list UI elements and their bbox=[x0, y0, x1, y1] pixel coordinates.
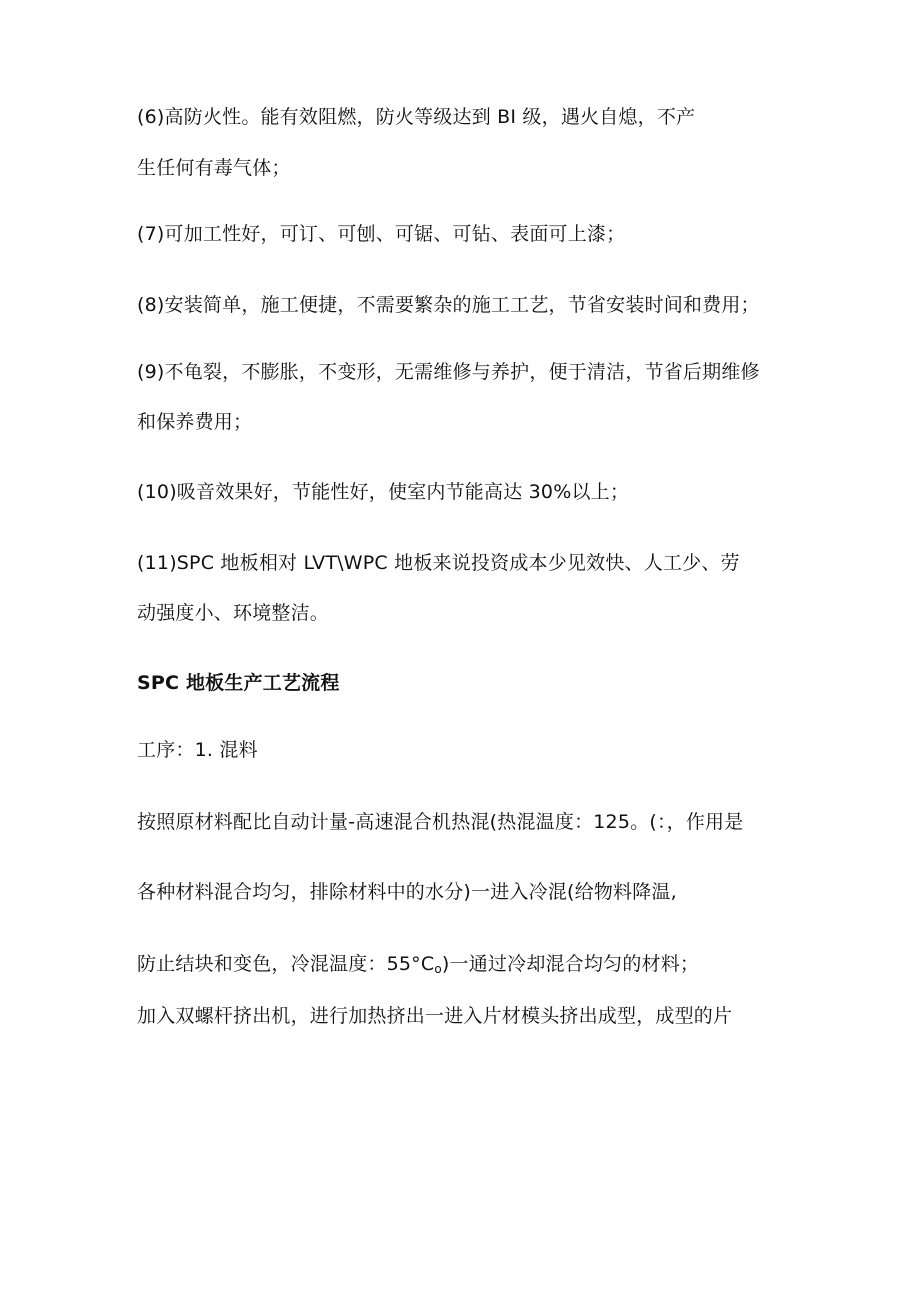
process-line-1: 按照原材料配比自动计量-高速混合机热混(热混温度：125。(：，作用是 bbox=[137, 811, 744, 833]
subscript-o: o bbox=[434, 962, 442, 976]
section-heading: SPC 地板生产工艺流程 bbox=[137, 672, 340, 694]
process-line-4: 加入双螺杆挤出机，进行加热挤出一进入片材模头挤出成型，成型的片 bbox=[137, 1005, 733, 1027]
paragraph-line-9b: 和保养费用； bbox=[137, 411, 253, 433]
paragraph-line-6b: 生任何有毒气体； bbox=[137, 157, 291, 179]
paragraph-line-11b: 动强度小、环境整洁。 bbox=[137, 602, 330, 624]
process-line-3 bbox=[137, 951, 699, 982]
process-line-3-part-b: )一通过冷却混合均匀的材料； bbox=[441, 953, 700, 975]
paragraph-line-8: (8)安装简单，施工便捷，不需要繁杂的施工工艺，节省安装时间和费用； bbox=[137, 294, 760, 316]
paragraph-line-7: (7)可加工性好，可订、可刨、可锯、可钻、表面可上漆； bbox=[137, 223, 626, 245]
paragraph-line-6a: (6)高防火性。能有效阻燃，防火等级达到 BI 级，遇火自熄，不产 bbox=[137, 106, 696, 128]
step-label: 工序：1. 混料 bbox=[137, 739, 258, 761]
process-line-3-part-a: 防止结块和变色，冷混温度：55°C bbox=[137, 953, 435, 975]
paragraph-line-9a: (9)不龟裂，不膨胀，不变形，无需维修与养护，便于清洁，节省后期维修 bbox=[137, 361, 760, 383]
process-line-2: 各种材料混合均匀，排除材料中的水分)一进入冷混(给物料降温, bbox=[137, 881, 677, 903]
paragraph-line-11a: (11)SPC 地板相对 LVT\WPC 地板来说投资成本少见效快、人工少、劳 bbox=[137, 552, 740, 574]
paragraph-line-10: (10)吸音效果好，节能性好，使室内节能高达 30%以上； bbox=[137, 481, 630, 503]
